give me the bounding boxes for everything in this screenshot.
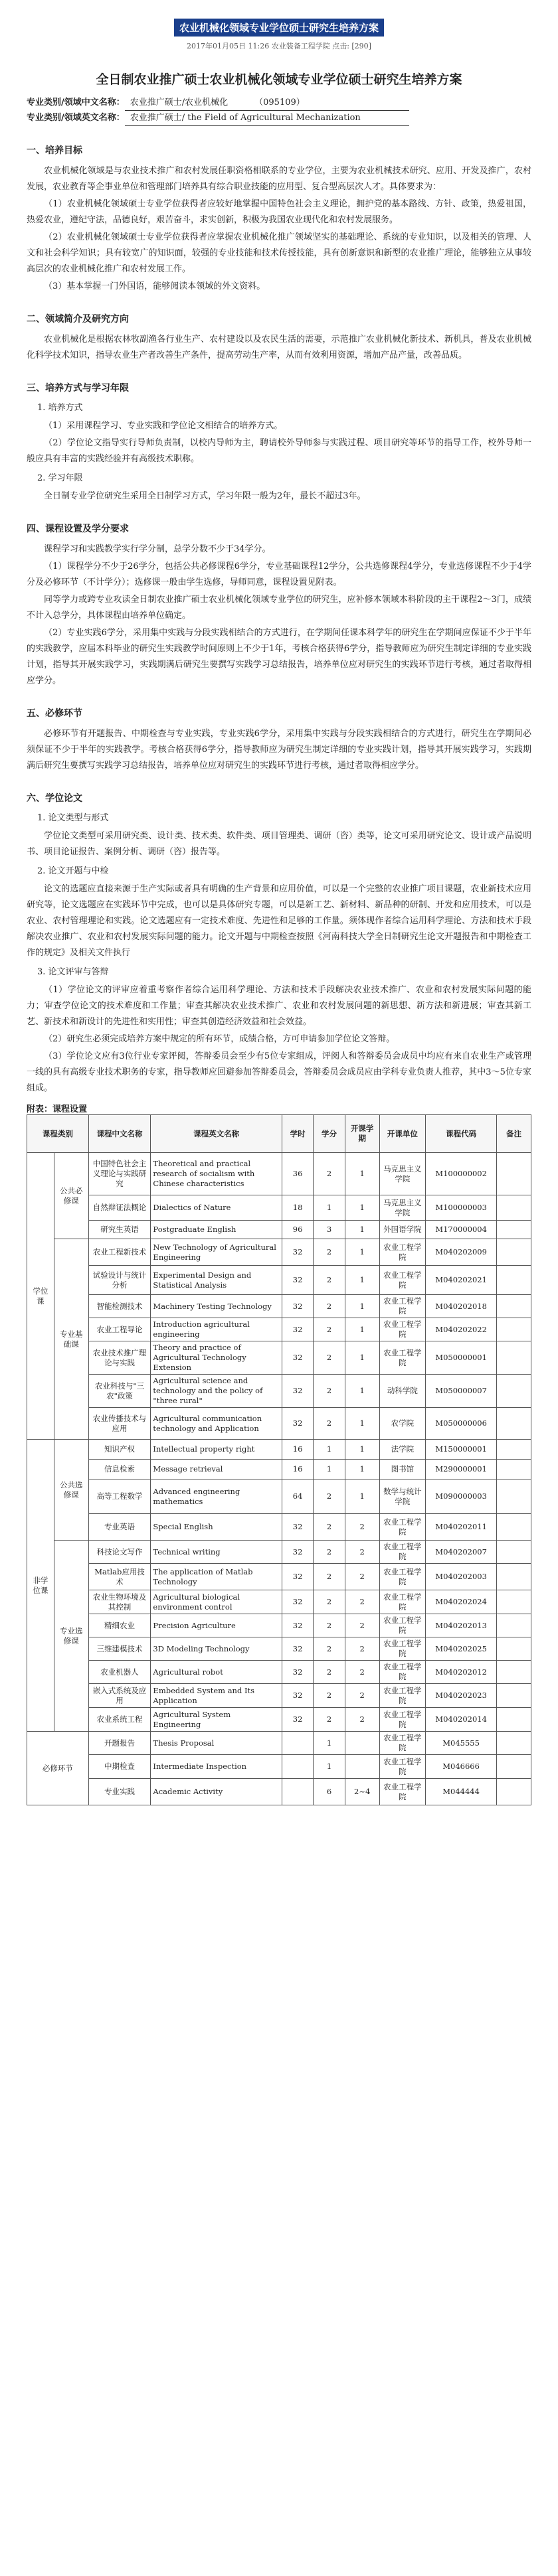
cell-hours (282, 1755, 313, 1779)
meta-label: 专业类别/领域英文名称： (27, 113, 125, 123)
document-title: 全日制农业推广硕士农业机械化领域专业学位硕士研究生培养方案 (96, 72, 462, 87)
cell-sem (345, 1732, 379, 1755)
cell-credit: 1 (314, 1755, 345, 1779)
meta-line-en (27, 111, 531, 126)
cell-en: Agricultural System Engineering (151, 1708, 282, 1732)
cell-cn: 农业机器人 (88, 1661, 151, 1684)
category-cell: 学位课 (27, 1153, 54, 1440)
cell-note (497, 1708, 531, 1732)
cell-hours: 16 (282, 1460, 313, 1479)
cell-note (497, 1564, 531, 1590)
table-row (27, 1153, 531, 1195)
cell-unit: 农业工程学院 (379, 1779, 426, 1805)
section-heading: 二、领域简介及研究方向 (27, 314, 129, 325)
table-row (27, 1460, 531, 1479)
table-row (27, 1637, 531, 1661)
cell-en: Theoretical and practical research of socialism with Chinese characteristics (151, 1153, 282, 1195)
cell-sem: 1 (345, 1318, 379, 1341)
cell-hours: 32 (282, 1637, 313, 1661)
cell-sem: 1 (345, 1341, 379, 1375)
cell-credit: 2 (314, 1239, 345, 1266)
cell-note (497, 1341, 531, 1375)
table-row (27, 1614, 531, 1637)
cell-hours: 32 (282, 1684, 313, 1708)
cell-hours: 32 (282, 1614, 313, 1637)
cell-unit: 动科学院 (379, 1375, 426, 1408)
cell-note (497, 1590, 531, 1614)
paragraph: （2）专业实践6学分，采用集中实践与分段实践相结合的方式进行，在学期间任课本科学年的研究生在学期间应保证不少于半年的实践教学，应届本科毕业的研究生实践教学时间原则上不少于1年，考核合格获得6学分，指导教师应为研究生制定详细的专业实践计划，指导其开展实践学习，实践期满后研究生要撰写实践学习总结报告，培养单位应对研究生的实践环节进行考核，通过者取得相应学分。 (27, 628, 531, 686)
subcategory-cell: 专业基础课 (54, 1239, 88, 1440)
paragraph: 必修环节有开题报告、中期检查与专业实践，专业实践6学分，采用集中实践与分段实践相结合的方式进行，研究生在学期间必须保证不少于半年的实践教学。考核合格获得6学分，指导教师应为研究生制定详细的专业实践计划，指导其开展实践学习，实践期满后研究生要撰写实践学习总结报告，培养单位应对研究生的实践环节进行考核，通过者取得相应学分。 (27, 729, 531, 771)
table-row (27, 1408, 531, 1440)
cell-sem: 2~4 (345, 1779, 379, 1805)
cell-hours: 18 (282, 1195, 313, 1221)
cell-sem: 1 (345, 1153, 379, 1195)
cell-cn: 嵌入式系统及应用 (88, 1684, 151, 1708)
meta-value-text: 农业推广硕士/农业机械化 (130, 98, 229, 108)
cell-cn: 科技论文写作 (88, 1541, 151, 1564)
paragraph: （2）研究生必须完成培养方案中规定的所有环节，成绩合格，方可申请参加学位论文答辩。 (44, 1034, 395, 1044)
cell-unit: 农业工程学院 (379, 1266, 426, 1295)
cell-cn: 自然辩证法概论 (88, 1195, 151, 1221)
cell-en: Thesis Proposal (151, 1732, 282, 1755)
cell-cn: 精细农业 (88, 1614, 151, 1637)
cell-unit: 农业工程学院 (379, 1564, 426, 1590)
table-header-cell: 开课学期 (345, 1115, 379, 1153)
cell-en: Special English (151, 1514, 282, 1541)
cell-hours: 32 (282, 1341, 313, 1375)
cell-en: Intellectual property right (151, 1440, 282, 1460)
subsection-heading: 1. 培养方式 (37, 403, 83, 413)
table-header-row (27, 1115, 531, 1153)
cell-en: Introduction agricultural engineering (151, 1318, 282, 1341)
cell-credit: 1 (314, 1732, 345, 1755)
cell-hours: 32 (282, 1375, 313, 1408)
cell-cn: 中期检查 (88, 1755, 151, 1779)
cell-en: Agricultural robot (151, 1661, 282, 1684)
cell-credit: 1 (314, 1195, 345, 1221)
cell-hours: 16 (282, 1440, 313, 1460)
cell-code: M290000001 (426, 1460, 497, 1479)
cell-unit: 农业工程学院 (379, 1684, 426, 1708)
cell-cn: 农业工程导论 (88, 1318, 151, 1341)
cell-cn: 三维建模技术 (88, 1637, 151, 1661)
table-row (27, 1661, 531, 1684)
cell-sem: 1 (345, 1195, 379, 1221)
section-heading: 五、必修环节 (27, 708, 82, 719)
cell-note (497, 1195, 531, 1221)
cell-credit: 2 (314, 1295, 345, 1318)
cell-cn: Matlab应用技术 (88, 1564, 151, 1590)
cell-en: Agricultural biological environment control (151, 1590, 282, 1614)
cell-unit: 农业工程学院 (379, 1239, 426, 1266)
table-row (27, 1514, 531, 1541)
cell-en: Postgraduate English (151, 1221, 282, 1239)
category-cell: 非学位课 (27, 1440, 54, 1732)
cell-code: M040202025 (426, 1637, 497, 1661)
cell-credit: 2 (314, 1708, 345, 1732)
cell-en: Experimental Design and Statistical Analysis (151, 1266, 282, 1295)
cell-sem: 2 (345, 1514, 379, 1541)
cell-sem: 1 (345, 1295, 379, 1318)
cell-code: M044444 (426, 1779, 497, 1805)
cell-unit: 农业工程学院 (379, 1661, 426, 1684)
cell-note (497, 1684, 531, 1708)
cell-credit: 2 (314, 1514, 345, 1541)
cell-credit: 2 (314, 1153, 345, 1195)
cell-note (497, 1479, 531, 1514)
cell-cn: 智能检测技术 (88, 1295, 151, 1318)
paragraph: 农业机械化是根据农林牧副渔各行业生产、农村建设以及农民生活的需要，示范推广农业机械化新技术、新机具，普及农业机械化科学技术知识，指导农业生产者改善生产条件，提高劳动生产率，从而有效利用资源，增加产品产量，改善品质。 (27, 335, 531, 360)
table-row (27, 1541, 531, 1564)
cell-unit: 马克思主义学院 (379, 1153, 426, 1195)
cell-cn: 试验设计与统计分析 (88, 1266, 151, 1295)
article-banner-title: 农业机械化领域专业学位硕士研究生培养方案 (174, 19, 384, 37)
cell-note (497, 1541, 531, 1564)
paragraph: （2）农业机械化领域硕士专业学位获得者应掌握农业机械化推广领域坚实的基础理论、系统的专业知识，以及相关的管理、人文和社会科学知识；具有较宽广的知识面，较强的专业技能和技术传授技能，具有创新意识和新型的农业推广理论，能够独立从事较高层次的农业机械化推广和农村发展工作。 (27, 232, 531, 274)
cell-sem: 1 (345, 1221, 379, 1239)
cell-hours: 32 (282, 1590, 313, 1614)
cell-sem: 2 (345, 1541, 379, 1564)
cell-code: M040202024 (426, 1590, 497, 1614)
section-heading: 四、课程设置及学分要求 (27, 524, 129, 534)
table-row (27, 1375, 531, 1408)
cell-credit: 1 (314, 1460, 345, 1479)
cell-code: M046666 (426, 1755, 497, 1779)
table-row (27, 1755, 531, 1779)
table-row (27, 1708, 531, 1732)
cell-note (497, 1221, 531, 1239)
cell-hours: 96 (282, 1221, 313, 1239)
subsection-heading: 1. 论文类型与形式 (37, 813, 109, 823)
article-meta: 2017年01月05日 11:26 农业装备工程学院 点击: [290] (187, 42, 371, 50)
meta-value-text: 农业推广硕士/ the Field of Agricultural Mechanization (130, 113, 361, 123)
cell-unit: 数学与统计学院 (379, 1479, 426, 1514)
cell-hours: 32 (282, 1564, 313, 1590)
cell-credit: 2 (314, 1479, 345, 1514)
subcategory-cell: 公共选修课 (54, 1440, 88, 1541)
cell-credit: 6 (314, 1779, 345, 1805)
table-header-cell: 备注 (497, 1115, 531, 1153)
table-title: 附表：课程设置 (27, 1104, 88, 1114)
cell-credit: 2 (314, 1408, 345, 1440)
section-heading: 六、学位论文 (27, 793, 82, 804)
cell-cn: 农业技术推广理论与实践 (88, 1341, 151, 1375)
cell-unit: 农业工程学院 (379, 1708, 426, 1732)
cell-sem: 1 (345, 1440, 379, 1460)
cell-note (497, 1239, 531, 1266)
cell-sem: 2 (345, 1590, 379, 1614)
cell-note (497, 1732, 531, 1755)
cell-hours: 36 (282, 1153, 313, 1195)
cell-credit: 2 (314, 1341, 345, 1375)
table-row (27, 1732, 531, 1755)
section-heading: 一、培养目标 (27, 145, 82, 156)
cell-sem: 2 (345, 1614, 379, 1637)
meta-value (125, 96, 409, 111)
cell-code: M040202022 (426, 1318, 497, 1341)
table-row (27, 1684, 531, 1708)
cell-credit: 2 (314, 1637, 345, 1661)
cell-credit: 2 (314, 1590, 345, 1614)
cell-cn: 农业系统工程 (88, 1708, 151, 1732)
cell-sem: 2 (345, 1564, 379, 1590)
cell-unit: 农业工程学院 (379, 1318, 426, 1341)
cell-credit: 2 (314, 1375, 345, 1408)
cell-credit: 1 (314, 1440, 345, 1460)
paragraph: （1）学位论文的评审应着重考察作者综合运用科学理论、方法和技术手段解决农业技术推广、农业和农村发展实际问题的能力；审查学位论文的技术难度和工作量；审查其解决农业技术推广、农业和农村发展问题的新思想、新方法和新进展；审查其新工艺、新技术和新设计的先进性和实用性；审查其创造经济效益和社会效益。 (27, 985, 531, 1027)
cell-en: Message retrieval (151, 1460, 282, 1479)
table-header-cell: 课程英文名称 (151, 1115, 282, 1153)
cell-code: M040202023 (426, 1684, 497, 1708)
cell-sem: 2 (345, 1684, 379, 1708)
table-row (27, 1295, 531, 1318)
subcategory-cell: 专业选修课 (54, 1541, 88, 1732)
cell-credit: 2 (314, 1564, 345, 1590)
cell-en: Advanced engineering mathematics (151, 1479, 282, 1514)
cell-code: M050000007 (426, 1375, 497, 1408)
paragraph: （1）课程学分不少于26学分，包括公共必修课程6学分，专业基础课程12学分，公共选修课程4学分，专业选修课程不少于4学分及必修环节（不计学分）；选修课一般由学生选修，导师同意，课程设置见附表。 (27, 562, 531, 587)
sections-container (27, 143, 531, 1097)
subcategory-cell: 公共必修课 (54, 1153, 88, 1239)
meta-block (27, 96, 531, 126)
cell-note (497, 1661, 531, 1684)
cell-code: M040202007 (426, 1541, 497, 1564)
cell-en: Academic Activity (151, 1779, 282, 1805)
table-body (27, 1153, 531, 1805)
cell-unit: 农业工程学院 (379, 1341, 426, 1375)
cell-cn: 农业科技与"三农"政策 (88, 1375, 151, 1408)
cell-note (497, 1460, 531, 1479)
cell-unit: 农学院 (379, 1408, 426, 1440)
cell-en: Dialectics of Nature (151, 1195, 282, 1221)
cell-note (497, 1295, 531, 1318)
cell-credit: 2 (314, 1541, 345, 1564)
cell-note (497, 1779, 531, 1805)
cell-hours: 32 (282, 1295, 313, 1318)
cell-code: M050000001 (426, 1341, 497, 1375)
cell-hours: 32 (282, 1408, 313, 1440)
cell-code: M040202003 (426, 1564, 497, 1590)
cell-unit: 马克思主义学院 (379, 1195, 426, 1221)
cell-en: The application of Matlab Technology (151, 1564, 282, 1590)
meta-code: （095109） (254, 98, 305, 108)
cell-code: M100000002 (426, 1153, 497, 1195)
cell-note (497, 1614, 531, 1637)
cell-hours: 32 (282, 1661, 313, 1684)
cell-credit: 3 (314, 1221, 345, 1239)
cell-cn: 农业传播技术与应用 (88, 1408, 151, 1440)
table-row (27, 1779, 531, 1805)
cell-note (497, 1637, 531, 1661)
paragraph: 学位论文类型可采用研究类、设计类、技术类、软件类、项目管理类、调研（咨）类等，论文可采用研究论文、设计或产品说明书、项目论证报告、案例分析、调研（咨）报告等。 (27, 831, 531, 857)
table-row (27, 1239, 531, 1266)
cell-sem: 2 (345, 1708, 379, 1732)
cell-code: M050000006 (426, 1408, 497, 1440)
cell-code: M040202009 (426, 1239, 497, 1266)
cell-hours: 32 (282, 1318, 313, 1341)
cell-unit: 农业工程学院 (379, 1541, 426, 1564)
cell-code: M150000001 (426, 1440, 497, 1460)
table-row (27, 1318, 531, 1341)
course-table (27, 1114, 531, 1805)
cell-credit: 2 (314, 1614, 345, 1637)
cell-sem: 1 (345, 1266, 379, 1295)
meta-line-cn (27, 96, 531, 111)
article-banner (27, 16, 531, 51)
table-header-cell: 课程类别 (27, 1115, 89, 1153)
cell-unit: 外国语学院 (379, 1221, 426, 1239)
section-heading: 三、培养方式与学习年限 (27, 383, 129, 394)
cell-sem: 1 (345, 1479, 379, 1514)
cell-hours: 32 (282, 1541, 313, 1564)
table-row (27, 1221, 531, 1239)
cell-en: Agricultural science and technology and the policy of "three rural" (151, 1375, 282, 1408)
cell-unit: 农业工程学院 (379, 1637, 426, 1661)
cell-code: M170000004 (426, 1221, 497, 1239)
cell-cn: 专业实践 (88, 1779, 151, 1805)
table-row (27, 1590, 531, 1614)
meta-label: 专业类别/领域中文名称： (27, 98, 125, 108)
table-header-cell: 学分 (314, 1115, 345, 1153)
cell-unit: 农业工程学院 (379, 1755, 426, 1779)
cell-en: New Technology of Agricultural Engineering (151, 1239, 282, 1266)
cell-note (497, 1440, 531, 1460)
cell-sem: 2 (345, 1637, 379, 1661)
cell-sem (345, 1755, 379, 1779)
cell-en: Machinery Testing Technology (151, 1295, 282, 1318)
paragraph: （1）农业机械化领域硕士专业学位获得者应较好地掌握中国特色社会主义理论，拥护党的基本路线、方针、政策，热爱祖国，热爱农业，遵纪守法，品德良好，艰苦奋斗，求实创新，积极为我国农业现代化和农村发展服务。 (27, 199, 531, 225)
cell-credit: 2 (314, 1661, 345, 1684)
cell-unit: 图书馆 (379, 1460, 426, 1479)
cell-note (497, 1514, 531, 1541)
cell-hours: 32 (282, 1708, 313, 1732)
cell-cn: 知识产权 (88, 1440, 151, 1460)
cell-code: M040202012 (426, 1661, 497, 1684)
subsection-heading: 2. 学习年限 (37, 473, 83, 483)
cell-hours (282, 1732, 313, 1755)
category-cell: 必修环节 (27, 1732, 89, 1805)
cell-en: 3D Modeling Technology (151, 1637, 282, 1661)
cell-hours: 32 (282, 1266, 313, 1295)
paragraph: 全日制专业学位研究生采用全日制学习方式，学习年限一般为2年，最长不超过3年。 (44, 491, 366, 501)
table-header-cell: 开课单位 (379, 1115, 426, 1153)
table-header-cell: 学时 (282, 1115, 313, 1153)
cell-code: M040202011 (426, 1514, 497, 1541)
cell-en: Theory and practice of Agricultural Technology Extension (151, 1341, 282, 1375)
cell-unit: 农业工程学院 (379, 1590, 426, 1614)
cell-note (497, 1408, 531, 1440)
cell-note (497, 1266, 531, 1295)
cell-cn: 农业工程新技术 (88, 1239, 151, 1266)
subsection-heading: 2. 论文开题与中检 (37, 866, 109, 876)
cell-code: M040202021 (426, 1266, 497, 1295)
paragraph: 农业机械化领域是与农业技术推广和农村发展任职资格相联系的专业学位，主要为农业机械技术研究、应用、开发及推广，农村发展，农业教育等企事业单位和管理部门培养具有综合职业技能的应用型、复合型高层次人才。具体要求为： (27, 166, 531, 192)
cell-note (497, 1318, 531, 1341)
cell-sem: 2 (345, 1661, 379, 1684)
cell-code: M045555 (426, 1732, 497, 1755)
cell-en: Embedded System and Its Application (151, 1684, 282, 1708)
cell-cn: 研究生英语 (88, 1221, 151, 1239)
cell-hours (282, 1779, 313, 1805)
cell-en: Precision Agriculture (151, 1614, 282, 1637)
cell-unit: 农业工程学院 (379, 1514, 426, 1541)
table-row (27, 1479, 531, 1514)
cell-unit: 农业工程学院 (379, 1732, 426, 1755)
cell-cn: 开题报告 (88, 1732, 151, 1755)
cell-hours: 32 (282, 1514, 313, 1541)
cell-hours: 64 (282, 1479, 313, 1514)
cell-code: M040202013 (426, 1614, 497, 1637)
cell-cn: 农业生物环境及其控制 (88, 1590, 151, 1614)
table-header-cell: 课程代码 (426, 1115, 497, 1153)
cell-note (497, 1755, 531, 1779)
cell-code: M040202014 (426, 1708, 497, 1732)
paragraph: 论文的选题应直接来源于生产实际或者具有明确的生产背景和应用价值，可以是一个完整的农业推广项目课题，农业新技术应用研究等，论文选题应在实践环节中完成，也可以是具体研究专题，可以是新工艺、新材料、新品种的研制、开发和应用技术，可以是农业、农村管理理论和实践。论文选题应有一定技术难度、先进性和足够的工作量。须体现作者综合运用科学理论、方法和技术手段解决农业推广、农业和农村发展实际问题的能力。论文开题与中期检查按照《河南科技大学全日制研究生论文开题报告和中期检查工作的规定》及相关文件执行 (27, 884, 531, 958)
cell-note (497, 1153, 531, 1195)
cell-cn: 高等工程数学 (88, 1479, 151, 1514)
table-row (27, 1195, 531, 1221)
cell-code: M100000003 (426, 1195, 497, 1221)
cell-sem: 1 (345, 1460, 379, 1479)
paragraph: （1）采用课程学习、专业实践和学位论文相结合的培养方式。 (44, 421, 283, 431)
cell-en: Intermediate Inspection (151, 1755, 282, 1779)
paragraph: 同等学力或跨专业攻读全日制农业推广硕士农业机械化领域专业学位的研究生，应补修本领域本科阶段的主干课程2～3门，成绩不计入总学分，具体课程由培养单位确定。 (27, 595, 531, 621)
paragraph: （3）学位论文应有3位行业专家评阅，答辩委员会至少有5位专家组成，评阅人和答辩委员会成员中均应有来自农业生产或管理一线的具有高级专业技术职务的专家，指导教师应回避参加答辩委员会，答辩委员会成员应由学科专业负责人推荐，其中3～5位专家组成。 (27, 1051, 531, 1093)
cell-credit: 2 (314, 1266, 345, 1295)
table-row (27, 1440, 531, 1460)
table-row (27, 1564, 531, 1590)
cell-sem: 1 (345, 1375, 379, 1408)
cell-credit: 2 (314, 1684, 345, 1708)
cell-unit: 农业工程学院 (379, 1295, 426, 1318)
table-header-cell: 课程中文名称 (88, 1115, 151, 1153)
cell-en: Technical writing (151, 1541, 282, 1564)
cell-code: M040202018 (426, 1295, 497, 1318)
cell-code: M090000003 (426, 1479, 497, 1514)
subsection-heading: 3. 论文评审与答辩 (37, 967, 109, 977)
paragraph: （3）基本掌握一门外国语，能够阅读本领域的外文资料。 (44, 281, 266, 291)
cell-cn: 专业英语 (88, 1514, 151, 1541)
cell-sem: 1 (345, 1408, 379, 1440)
cell-credit: 2 (314, 1318, 345, 1341)
cell-en: Agricultural communication technology and Application (151, 1408, 282, 1440)
meta-value (125, 111, 409, 126)
cell-note (497, 1375, 531, 1408)
cell-cn: 中国特色社会主义理论与实践研究 (88, 1153, 151, 1195)
paragraph: （2）学位论文指导实行导师负责制，以校内导师为主，聘请校外导师参与实践过程、项目研究等环节的指导工作，校外导师一般应具有丰富的实践经验并有高级技术职称。 (27, 438, 531, 464)
cell-hours: 32 (282, 1239, 313, 1266)
cell-unit: 法学院 (379, 1440, 426, 1460)
cell-cn: 信息检索 (88, 1460, 151, 1479)
cell-unit: 农业工程学院 (379, 1614, 426, 1637)
cell-sem: 1 (345, 1239, 379, 1266)
table-row (27, 1341, 531, 1375)
paragraph: 课程学习和实践教学实行学分制，总学分数不少于34学分。 (44, 544, 271, 554)
table-row (27, 1266, 531, 1295)
